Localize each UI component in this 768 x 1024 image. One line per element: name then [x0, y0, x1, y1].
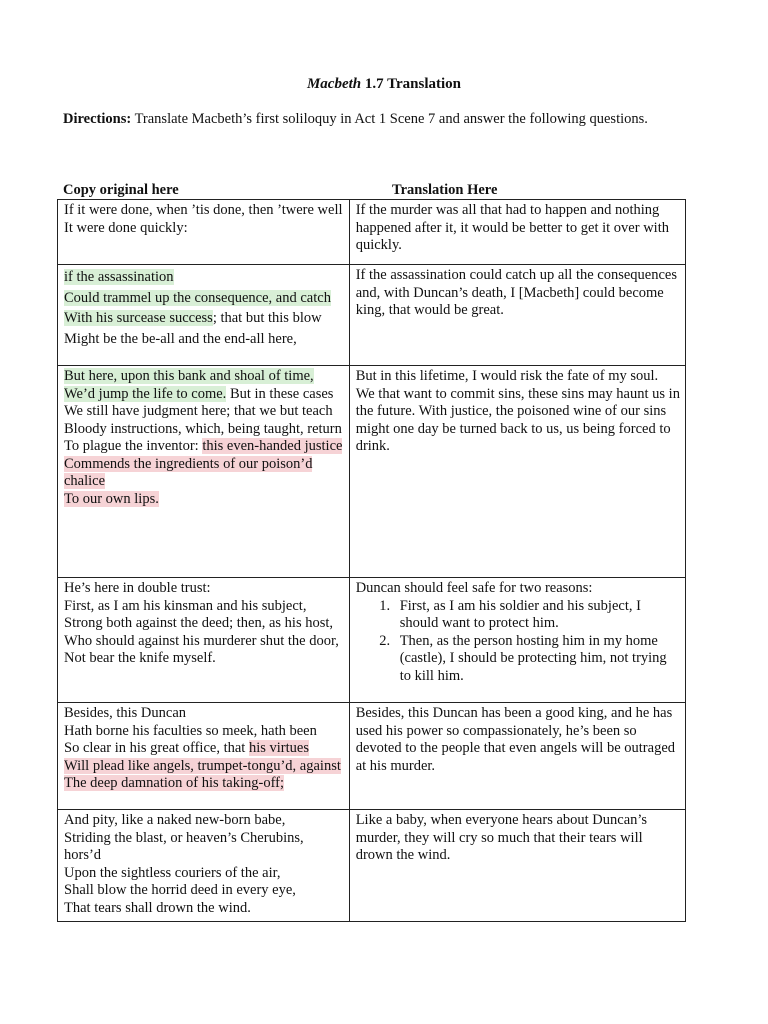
translation-cell: If the assassination could catch up all the consequences and, with Duncan’s death, I [Macbeth] could become king, that would be great.: [349, 265, 685, 366]
original-line: his virtues: [248, 740, 309, 756]
translation-cell: Like a baby, when everyone hears about Duncan’s murder, they will cry so much that their tears will drown the wind.: [349, 810, 685, 922]
column-header-translation: Translation Here: [392, 182, 498, 198]
original-line: Upon the sightless couriers of the air,: [64, 864, 281, 881]
original-line-wrap: [64, 288, 344, 309]
original-line: That tears shall drown the wind.: [64, 899, 251, 916]
original-line: Who should against his murderer shut the door,: [64, 632, 339, 649]
table-row: [58, 200, 686, 265]
original-line: We still have judgment here; that we but teach: [64, 403, 333, 419]
original-line-wrap: [64, 368, 344, 386]
table-row: [58, 810, 686, 922]
page-title: [0, 76, 768, 93]
original-line: He’s here in double trust:: [64, 580, 211, 596]
original-line: But here, upon this bank and shoal of time,: [64, 368, 314, 384]
original-line: Might be the be-all and the end-all here,: [64, 330, 297, 347]
original-line-wrap: [64, 438, 344, 456]
table-row: [58, 578, 686, 703]
original-line-wrap: [64, 386, 344, 404]
original-line: So clear in his great office, that: [64, 740, 249, 756]
translation-cell: [349, 578, 685, 703]
translation-cell: Besides, this Duncan has been a good king, and he has used his power so compassionately, he’s been so devoted to the people that even angels will be outraged at his murder.: [349, 703, 685, 810]
original-cell: [58, 578, 350, 703]
title-rest: 1.7 Translation: [361, 76, 462, 92]
original-line: this even-handed justice: [202, 438, 343, 454]
column-header-original: Copy original here: [63, 182, 179, 198]
original-line: But in these cases: [226, 385, 334, 402]
original-line: ; that but this blow: [212, 310, 322, 326]
original-line: Hath borne his faculties so meek, hath been: [64, 722, 317, 739]
table-row: [58, 366, 686, 578]
original-line-wrap: [64, 308, 344, 329]
original-cell: [58, 366, 350, 578]
original-line: Strong both against the deed; then, as his host,: [64, 615, 334, 631]
original-line-wrap: [64, 740, 344, 758]
directions: [63, 111, 723, 128]
original-line: Commends the ingredients of our poison’d chalice: [64, 455, 313, 489]
original-line: With his surcease success: [64, 310, 213, 326]
translation-cell: If the murder was all that had to happen and nothing happened after it, it would be better to get it over with quickly.: [349, 200, 685, 265]
original-line: The deep damnation of his taking-off;: [64, 775, 284, 791]
translation-table: [57, 199, 686, 922]
original-line: Bloody instructions, which, being taught, return: [64, 420, 342, 437]
directions-label: Directions:: [63, 111, 132, 127]
original-line: Besides, this Duncan: [64, 705, 187, 721]
original-line-wrap: [64, 775, 344, 793]
list-item: 2. Then, as the person hosting him in my home (castle), I should be protecting him, not trying to kill him.: [394, 633, 680, 686]
original-line: We’d jump the life to come.: [64, 385, 227, 402]
original-line: To our own lips.: [64, 490, 159, 507]
directions-text: Translate Macbeth’s first soliloquy in Act 1 Scene 7 and answer the following questions.: [131, 111, 648, 127]
original-line-wrap: [64, 456, 344, 491]
table-row: [58, 265, 686, 366]
list-item: 1. First, as I am his soldier and his subject, I should want to protect him.: [394, 598, 680, 633]
original-line: First, as I am his kinsman and his subject,: [64, 597, 307, 614]
original-line-wrap: [64, 758, 344, 776]
original-line: It were done quickly:: [64, 219, 188, 236]
original-cell: [58, 265, 350, 366]
original-cell: [58, 200, 350, 265]
reasons-list: [356, 598, 680, 686]
original-line-wrap: [64, 267, 344, 288]
original-line: Not bear the knife myself.: [64, 650, 216, 666]
original-cell: [58, 703, 350, 810]
original-line: If it were done, when ’tis done, then ’twere well: [64, 202, 343, 218]
table-row: [58, 703, 686, 810]
original-line: if the assassination: [64, 269, 174, 285]
original-line: Will plead like angels, trumpet-tongu’d, against: [64, 757, 341, 774]
translation-intro: Duncan should feel safe for two reasons:: [355, 580, 593, 596]
original-line: And pity, like a naked new-born babe,: [64, 812, 286, 828]
original-line: Striding the blast, or heaven’s Cherubins, hors’d: [64, 829, 304, 863]
original-line-wrap: [64, 491, 344, 509]
original-line: Shall blow the horrid deed in every eye,: [64, 882, 296, 898]
title-play-name: Macbeth: [306, 76, 362, 92]
original-cell: [58, 810, 350, 922]
translation-cell: But in this lifetime, I would risk the fate of my soul. We that want to commit sins, these sins may haunt us in the future. With justice, the poisoned wine of our sins might one day be turned back to us, us being forced to drink.: [349, 366, 685, 578]
original-line: Could trammel up the consequence, and catch: [64, 289, 331, 306]
original-line: To plague the inventor:: [64, 438, 203, 454]
